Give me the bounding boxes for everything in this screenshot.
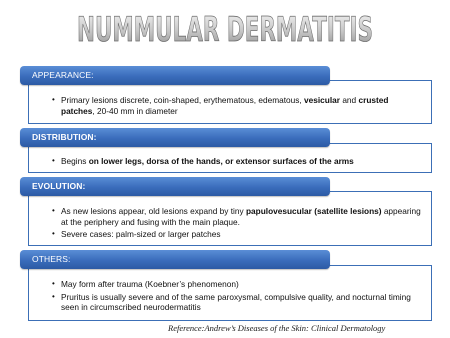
body-text: and xyxy=(340,95,359,105)
body-text: Primary lesions discrete, coin-shaped, erythematous, edematous, xyxy=(61,95,305,105)
body-text: May form after trauma (Koebner’s phenomenon) xyxy=(61,279,239,289)
reference-citation: Reference:Andrew’s Diseases of the Skin: Clinical Dermatology xyxy=(168,323,386,333)
bold-text: on lower legs, dorsa of the hands, or extensor surfaces of the arms xyxy=(88,156,354,166)
evolution-item xyxy=(28,206,432,227)
others-list xyxy=(28,279,432,313)
evolution-list xyxy=(28,206,432,240)
evolution-item xyxy=(28,229,432,240)
bold-text: papulovesucular (satellite lesions) xyxy=(245,206,382,216)
bold-text: crusted patches xyxy=(61,95,389,116)
body-text: Pruritus is usually severe and of the same paroxysmal, compulsive quality, and nocturnal timing seen in circumscribed neurodermatitis xyxy=(61,291,411,312)
others-heading: OTHERS: xyxy=(20,250,330,269)
distribution-item xyxy=(28,156,432,167)
page-title xyxy=(0,4,450,48)
page-title-text: NUMMULAR DERMATITIS xyxy=(77,10,373,48)
appearance-heading: APPEARANCE: xyxy=(20,66,330,85)
body-text: , 20-40 mm in diameter xyxy=(92,105,178,116)
body-text: Severe cases: palm-sized or larger patches xyxy=(61,229,221,239)
others-item xyxy=(28,279,432,290)
distribution-heading: DISTRIBUTION: xyxy=(20,128,330,147)
body-text: appearing at the periphery and fusing with the main plaque. xyxy=(61,206,421,227)
distribution-list xyxy=(28,156,432,167)
appearance-list xyxy=(28,95,432,116)
appearance-item xyxy=(28,95,432,116)
evolution-heading: EVOLUTION: xyxy=(20,177,330,196)
bold-text: vesicular xyxy=(304,95,341,105)
body-text: Begins xyxy=(61,156,89,166)
body-text: As new lesions appear, old lesions expand by tiny xyxy=(61,206,246,216)
others-item xyxy=(28,292,432,313)
